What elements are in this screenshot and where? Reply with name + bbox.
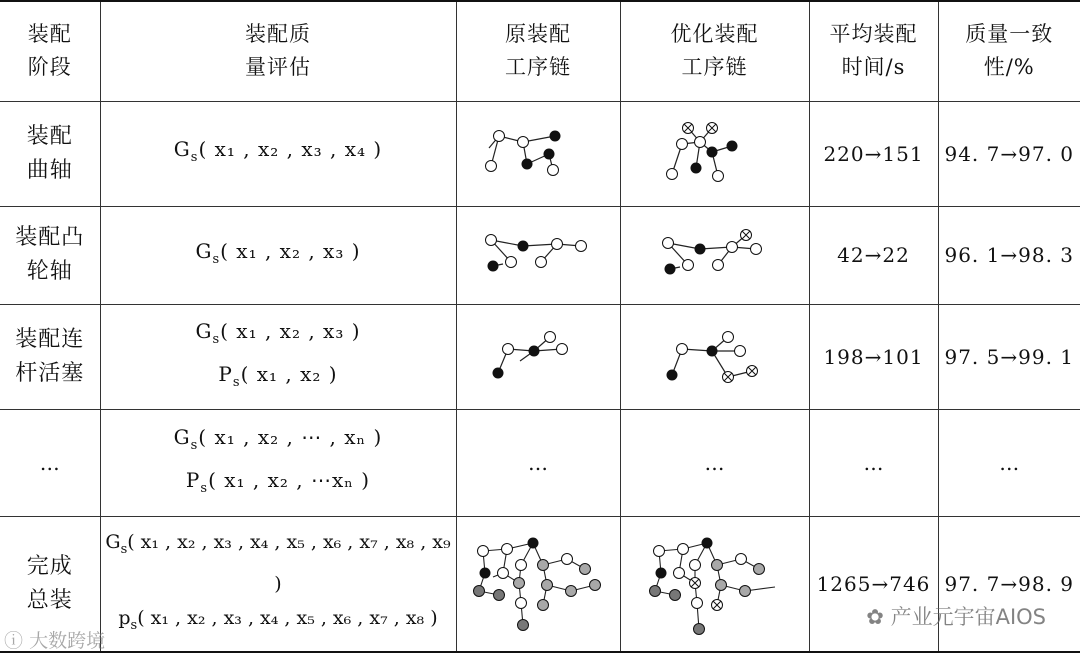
formula-cell: [100, 206, 456, 304]
header-consistency: 质量一致 性/%: [938, 1, 1080, 101]
header-row: [0, 1, 1080, 101]
original-chain-diagram: [456, 101, 620, 206]
optimized-chain-cell: …: [620, 409, 809, 516]
quality-cell: …: [938, 409, 1080, 516]
quality-cell: 96. 1→98. 3: [938, 206, 1080, 304]
formula-g: $G_s$( x₁ , x₂ , x₃ , x₄ , x₅ , x₆ , x₇ , x₈ , x₉ ): [105, 530, 451, 595]
table-row: [0, 304, 1080, 409]
stage-cell: 装配连 杆活塞: [0, 304, 100, 409]
watermark-left: ⓘ 大数跨境: [4, 630, 106, 652]
optimized-chain-diagram: [620, 101, 809, 206]
original-chain-cell: …: [456, 409, 620, 516]
table-row: [0, 101, 1080, 206]
quality-cell: 97. 5→99. 1: [938, 304, 1080, 409]
formula-cell: [100, 101, 456, 206]
time-cell: …: [809, 409, 938, 516]
original-chain-diagram: [456, 516, 620, 652]
original-chain-diagram: [456, 206, 620, 304]
wechat-icon: ✿: [866, 605, 884, 629]
formula-g: $G_s$( x₁ , x₂ , ⋯ , xₙ ): [173, 424, 383, 453]
weibo-icon: ⓘ: [4, 630, 24, 652]
formula-cell: [100, 409, 456, 516]
optimized-chain-diagram: [620, 516, 809, 652]
time-cell: 42→22: [809, 206, 938, 304]
formula-p: $p_s$( x₁ , x₂ , x₃ , x₄ , x₅ , x₆ , x₇ , x₈ ): [118, 606, 438, 633]
original-chain-diagram: [456, 304, 620, 409]
formula-g: $G_s$( x₁ , x₂ , x₃ , x₄ ): [173, 137, 383, 165]
table-row: [0, 516, 1080, 652]
formula-p: $P_s$( x₁ , x₂ ): [218, 361, 338, 390]
formula-g: $G_s$( x₁ , x₂ , x₃ ): [195, 318, 361, 347]
time-cell: 1265→746: [809, 516, 938, 652]
optimized-chain-diagram: [620, 206, 809, 304]
header-avg-time: 平均装配 时间/s: [809, 1, 938, 101]
time-cell: 220→151: [809, 101, 938, 206]
formula-p: $P_s$( x₁ , x₂ , ⋯xₙ ): [185, 467, 371, 496]
table-row: [0, 409, 1080, 516]
quality-cell: 94. 7→97. 0: [938, 101, 1080, 206]
formula-cell: [100, 516, 456, 652]
table-row: [0, 206, 1080, 304]
stage-cell: …: [0, 409, 100, 516]
header-optimized-chain: 优化装配 工序链: [620, 1, 809, 101]
header-stage: 装配 阶段: [0, 1, 100, 101]
time-cell: 198→101: [809, 304, 938, 409]
formula-g: $G_s$( x₁ , x₂ , x₃ ): [195, 238, 361, 267]
stage-cell: 完成 总装: [0, 516, 100, 652]
optimized-chain-diagram: [620, 304, 809, 409]
stage-cell: 装配 曲轴: [0, 101, 100, 206]
quality-cell: 97. 7→98. 9: [938, 516, 1080, 652]
header-original-chain: 原装配 工序链: [456, 1, 620, 101]
watermark-right: ✿ 产业元宇宙AIOS: [866, 605, 1046, 629]
header-evaluation: 装配质 量评估: [100, 1, 456, 101]
formula-cell: [100, 304, 456, 409]
stage-cell: 装配凸 轮轴: [0, 206, 100, 304]
